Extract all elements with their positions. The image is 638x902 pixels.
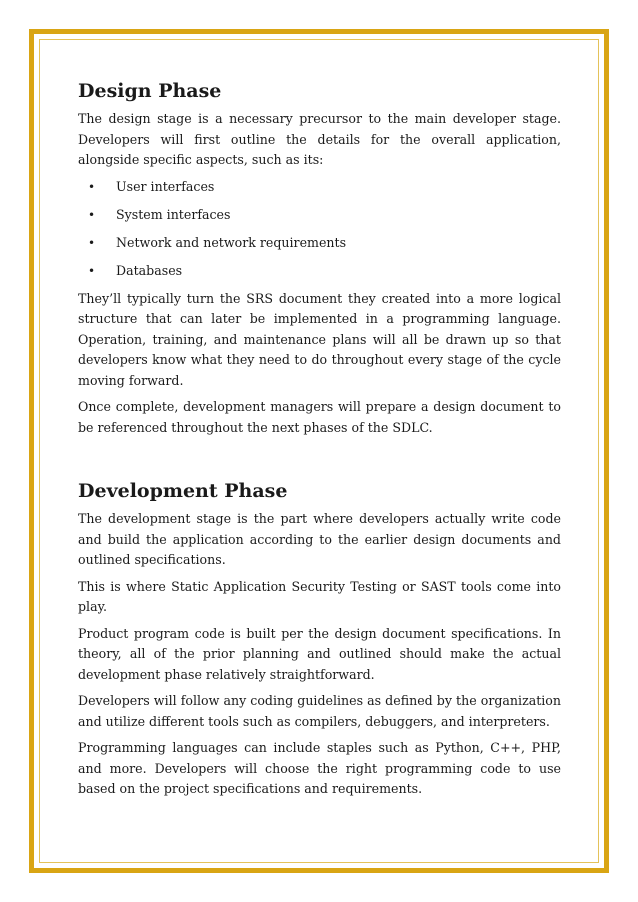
- development-paragraph: Developers will follow any coding guidelines as defined by the organization and utilize different tools such as compilers, debuggers, and interpreters.: [78, 693, 561, 729]
- development-paragraph: This is where Static Application Security Testing or SAST tools come into play.: [78, 578, 561, 614]
- bullet-icon: •: [88, 179, 96, 194]
- list-item: [78, 205, 561, 226]
- development-paragraph: The development stage is the part where developers actually write code and build the application according to the earlier design documents and outlined specifications.: [78, 511, 561, 567]
- design-paragraph-3: Once complete, development managers will prepare a design document to be referenced throughout the next phases of the SDLC.: [78, 399, 561, 435]
- development-paragraph: Programming languages can include staples such as Python, C++, PHP, and more. Developers will choose the right programming code to use based on the project specifications and requirements.: [78, 740, 561, 796]
- list-item: [78, 177, 561, 198]
- design-paragraph-2: They’ll typically turn the SRS document they created into a more logical structure that can later be implemented in a programming language. Operation, training, and maintenance plans will all be drawn up so that developers know what they need to do throughout every stage of the cycle moving forward.: [78, 290, 561, 388]
- list-item-label: Databases: [116, 262, 183, 278]
- design-intro-paragraph: The design stage is a necessary precursor to the main developer stage. Developers will first outline the details for the overall application, alongside specific aspects, such as its:: [78, 111, 561, 167]
- list-item-label: Network and network requirements: [116, 234, 347, 250]
- bullet-icon: •: [88, 263, 96, 278]
- development-phase-heading: Development Phase: [78, 480, 288, 502]
- list-item: [78, 261, 561, 282]
- development-paragraph: Product program code is built per the design document specifications. In theory, all of the prior planning and outlined should make the actual development phase relatively straightforward.: [78, 625, 561, 682]
- list-item-label: System interfaces: [116, 206, 231, 222]
- document-content: [78, 78, 561, 806]
- bullet-icon: •: [88, 235, 96, 250]
- bullet-icon: •: [88, 207, 96, 222]
- list-item-label: User interfaces: [116, 178, 215, 194]
- design-aspects-list: [78, 177, 561, 282]
- list-item: [78, 233, 561, 254]
- design-phase-heading: Design Phase: [78, 80, 222, 102]
